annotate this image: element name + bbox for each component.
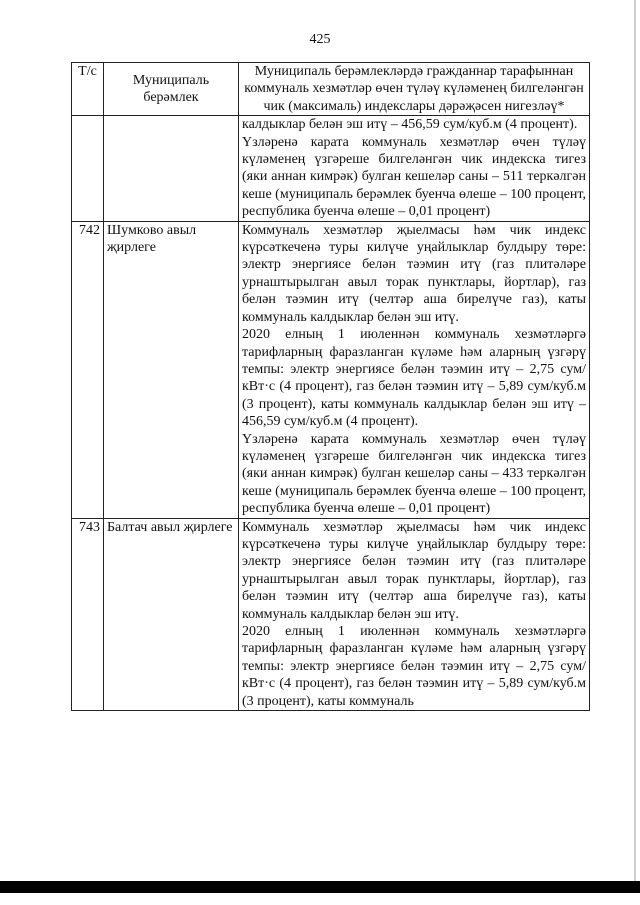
row-number: 743 [72, 518, 104, 710]
table-row [72, 518, 590, 710]
description-paragraph: Үзләренә карата коммуналь хезмәтләр өчен түләү күләменең үзгәреше билгеләнгән чик индекска тигез (яки аннан кимрәк) булган кешеләр саны – 433 теркәлгән кеше (муниципаль берәмлек буенча өлеше – 100 процент, республика буенча өлеше – 0,01 процент) [242, 431, 586, 517]
description-paragraph: 2020 елның 1 июленнән коммуналь хезмәтләргә тарифларның фаразланган күләме һәм аларның үзгәрү темпы: электр энергиясе белән тәэмин итү – 2,75 сум/кВт·с (4 процент), газ белән тәэмин итү – 5,89 сум/куб.м (3 процент), каты коммуналь [242, 624, 586, 709]
description-paragraph: Үзләренә карата коммуналь хезмәтләр өчен түләү күләменең үзгәреше билгеләнгән чик индекска тигез (яки аннан кимрәк) булган кешеләр саны – 511 теркәлгән кеше (муниципаль берәмлек буенча өлеше – 100 процент, республика буенча өлеше – 0,01 процент) [242, 134, 586, 220]
row-description [239, 518, 590, 710]
header-municipality: Муниципаль берәмлек [104, 63, 239, 116]
row-description [239, 221, 590, 518]
scan-edge-line [634, 0, 636, 881]
description-paragraph: 2020 елның 1 июленнән коммуналь хезмәтләргә тарифларның фаразланган күләме һәм аларның үзгәрү темпы: электр энергиясе белән тәэмин итү – 2,75 сум/кВт·с (4 процент), газ белән тәэмин итү – 5,89 сум/куб.м (3 процент), каты коммуналь калдыклар белән эш итү – 456,59 сум/куб.м (4 процент). [242, 327, 586, 430]
row-municipality [104, 116, 239, 221]
description-paragraph: Коммуналь хезмәтләр җыелмасы һәм чик индекс күрсәткеченә туры килүче уңайлыклар булдыру төре: электр энергиясе белән тәэмин итү (газ плитәләре урнаштырылган авыл торак пунктлары, йортлар), газ белән тәэмин итү (челтәр аша бирелүче газ), каты коммуналь калдыклар белән эш итү. [242, 519, 586, 622]
page-number: 425 [309, 32, 331, 47]
scan-bottom-border [0, 881, 640, 893]
municipal-tariff-table [71, 62, 590, 711]
table-row [72, 221, 590, 518]
row-municipality: Балтач авыл җирлеге [104, 518, 239, 710]
row-number: 742 [72, 221, 104, 518]
description-paragraph: Коммуналь хезмәтләр җыелмасы һәм чик индекс күрсәткеченә туры килүче уңайлыклар булдыру төре: электр энергиясе белән тәэмин итү (газ плитәләре урнаштырылган авыл торак пунктлары, йортлар), газ белән тәэмин итү (челтәр аша бирелүче газ), каты коммуналь калдыклар белән эш итү. [242, 222, 586, 325]
header-number: Т/с [72, 63, 104, 116]
table-row [72, 116, 590, 221]
row-description [239, 116, 590, 221]
description-paragraph: калдыклар белән эш итү – 456,59 сум/куб.м (4 процент). [242, 117, 578, 133]
row-municipality: Шумково авыл җирлеге [104, 221, 239, 518]
header-description: Муниципаль берәмлекләрдә гражданнар тарафыннан коммуналь хезмәтләр өчен түләү күләменең билгеләнгән чик (максималь) индекслары дәрәҗәсен нигезләү* [239, 63, 590, 116]
table-header-row [72, 63, 590, 116]
row-number [72, 116, 104, 221]
